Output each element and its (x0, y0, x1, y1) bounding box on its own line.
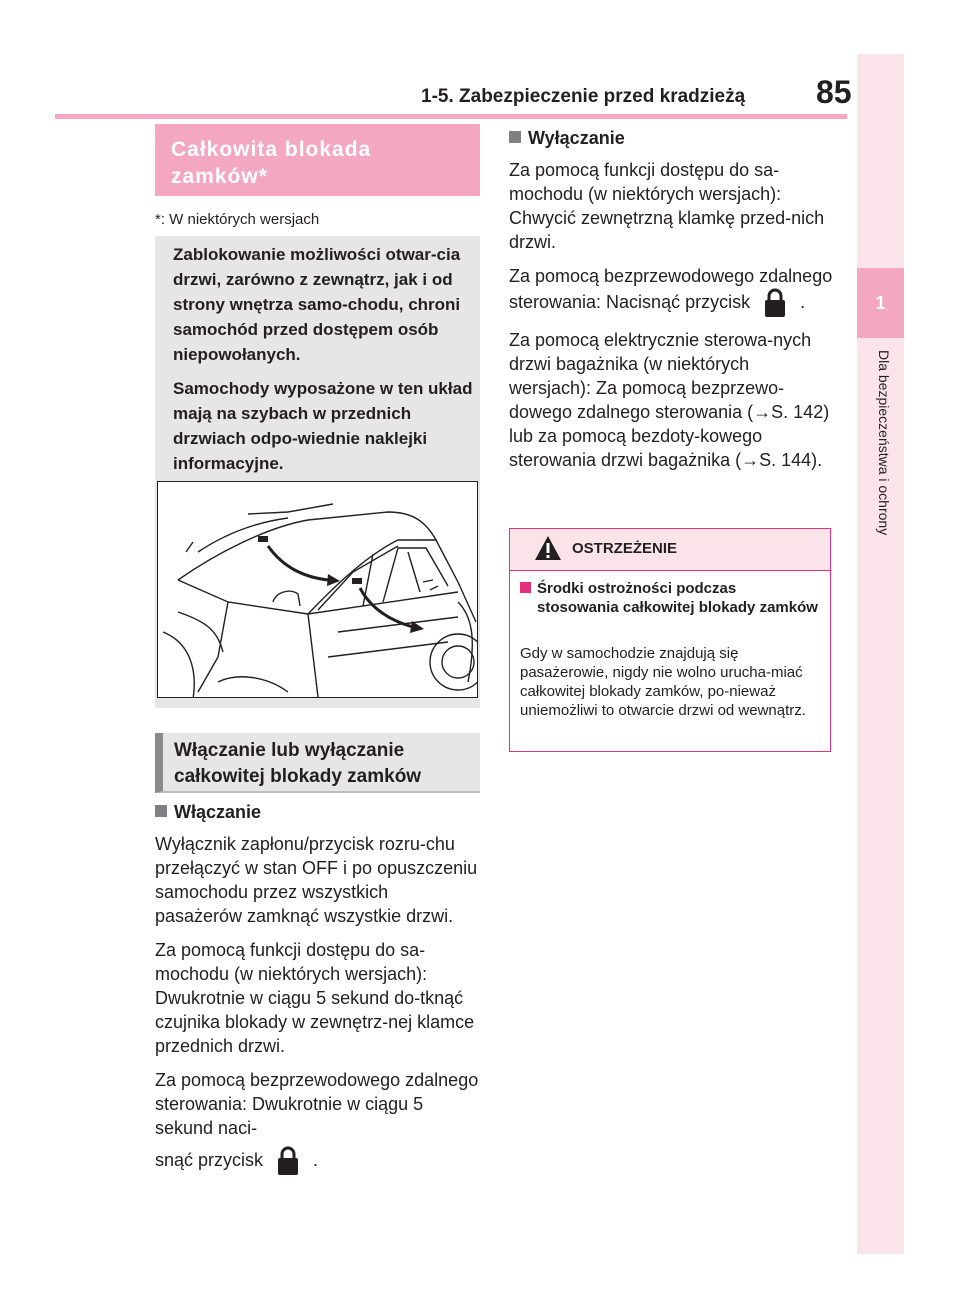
warning-box (509, 528, 831, 752)
enable-para-2: Za pomocą funkcji dostępu do sa-mochodu (w niektórych wersjach): Dwukrotnie w ciągu 5 sekund do-tknąć czujnika blokady w zewnętrz-nej klamce przednich drzwi. (155, 940, 475, 1056)
disable-block (509, 126, 834, 482)
disable-heading: Wyłączanie (509, 126, 834, 150)
warning-header (510, 529, 830, 571)
section-heading (155, 733, 480, 793)
main-title-box (155, 124, 480, 196)
intro-box (155, 236, 480, 708)
disable-para-2: Za pomocą bezprzewodowego zdalnego sterowania: Nacisnąć przycisk . (509, 264, 834, 318)
section-heading-line2: całkowitej blokady zamków (174, 766, 422, 787)
warning-text: Gdy w samochodzie znajdują się pasażerowie, nigdy nie wolno urucha-miać całkowitej blokady zamków, po-nieważ uniemożliwi to otwarcie drzwi od wewnątrz. (520, 645, 806, 719)
bullet-square-icon (509, 131, 521, 143)
main-title-line1: Całkowita blokada (171, 138, 372, 161)
enable-para-1: Wyłącznik zapłonu/przycisk rozru-chu przełączyć w stan OFF i po opuszczeniu samochodu przez wszystkich pasażerów zamknąć wszystkie drzwi. (155, 834, 478, 926)
enable-block (155, 800, 480, 1186)
header-section-title: 1-5. Zabezpieczenie przed kradzieżą (421, 86, 746, 107)
car-illustration (157, 481, 478, 698)
warning-subheading: Środki ostrożności podczas stosowania całkowitej blokady zamków (520, 579, 820, 617)
enable-para-3: Za pomocą bezprzewodowego zdalnego sterowania: Dwukrotnie w ciągu 5 sekund naci- (155, 1070, 479, 1138)
lock-icon (275, 1146, 301, 1176)
intro-text (173, 242, 473, 485)
footnote: *: W niektórych wersjach (155, 211, 320, 228)
bullet-square-icon (155, 805, 167, 817)
side-tab-strip (857, 54, 904, 1254)
lock-icon (762, 288, 788, 318)
enable-heading: Włączanie (155, 800, 480, 824)
disable-para-3: Za pomocą elektrycznie sterowa-nych drzwi bagażnika (w niektórych wersjach): Za pomocą bezprzewo-dowego zdalnego sterowania (→S. 142) lub za pomocą bezdoty-kowego sterowania drzwi bagażnika (→S. 144). (509, 330, 830, 470)
chapter-tab[interactable]: 1 (857, 268, 904, 338)
disable-para-1: Za pomocą funkcji dostępu do sa-mochodu (w niektórych wersjach): Chwycić zewnętrzną klamkę przed-nich drzwi. (509, 160, 825, 252)
car-door-sticker-drawing (158, 482, 478, 698)
main-title-line2: zamków* (171, 165, 268, 188)
page-number: 85 (816, 74, 852, 110)
chapter-title: Dla bezpieczeństwa i ochrony (876, 350, 892, 536)
header-divider (55, 114, 847, 119)
section-heading-line1: Włączanie lub wyłączanie (174, 740, 405, 761)
warning-title: OSTRZEŻENIE (572, 540, 678, 557)
bullet-square-icon (520, 582, 531, 593)
intro-para-2: Samochody wyposażone w ten układ mają na szybach w przednich drzwiach odpo-wiednie naklejki informacyjne. (173, 379, 473, 473)
intro-para-1: Zablokowanie możliwości otwar-cia drzwi, zarówno z zewnątrz, jak i od strony wnętrza samo-chodu, chroni samochód przed dostępem osób niepowołanych. (173, 245, 461, 364)
enable-para-3-end: snąć przycisk . (155, 1146, 480, 1176)
warning-triangle-icon (534, 535, 562, 561)
